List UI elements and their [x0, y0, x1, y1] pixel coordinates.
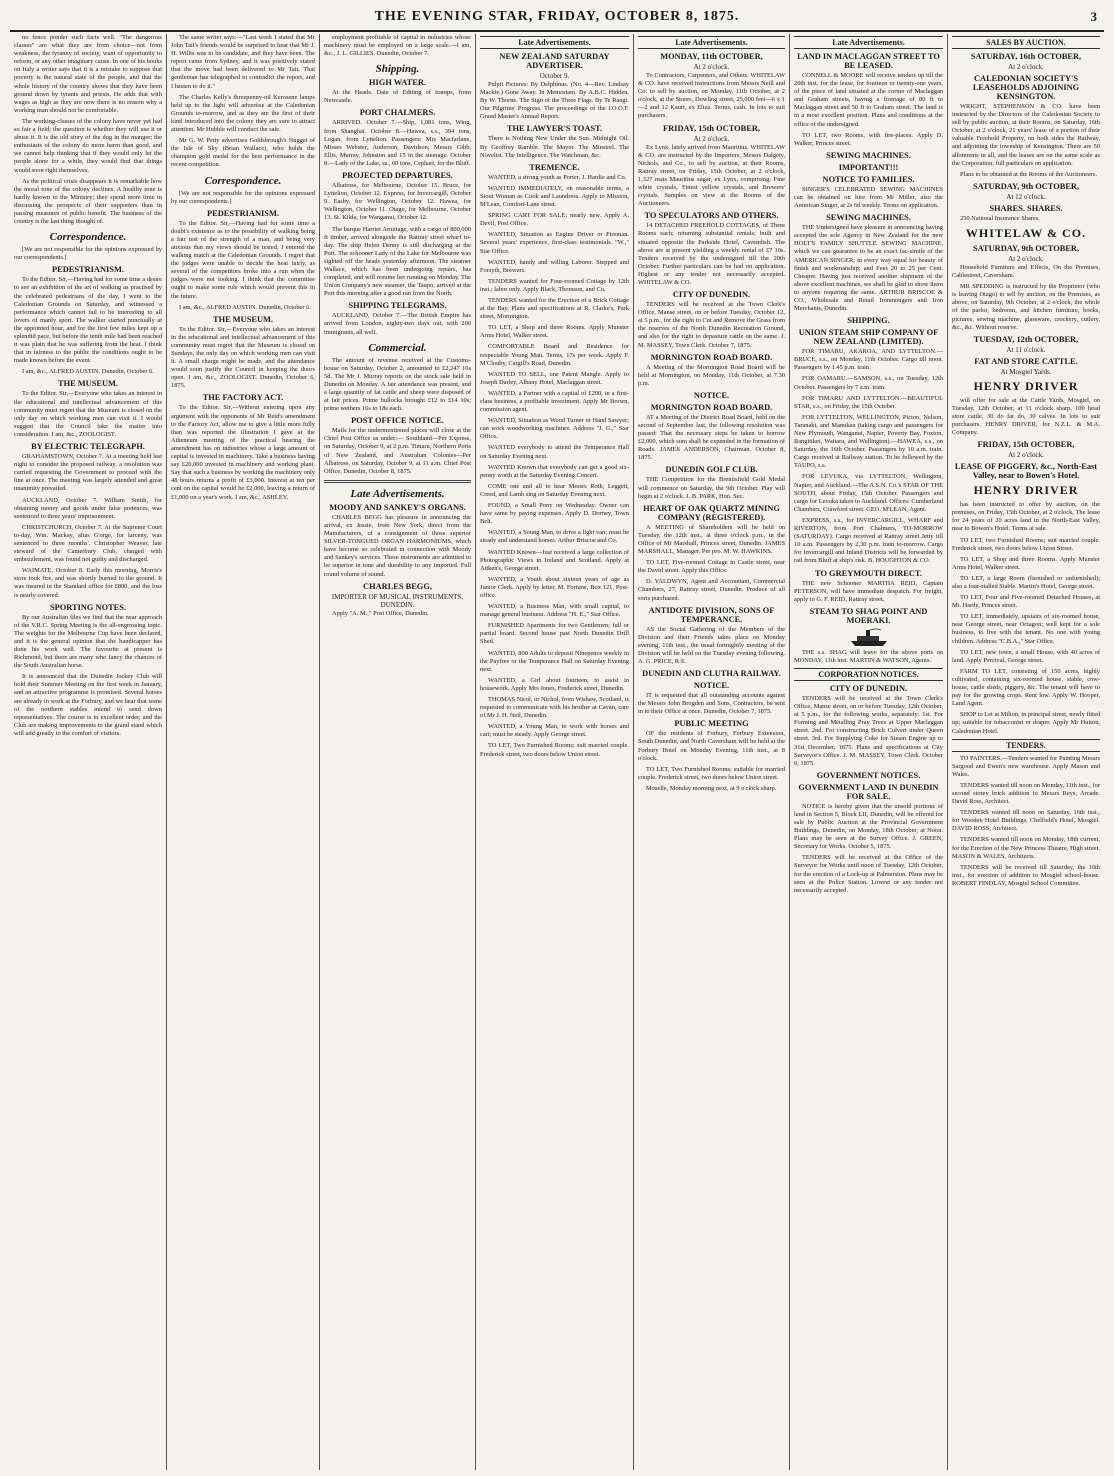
- article-paragraph: has been instructed to offer by auction, on the premises, on Friday, 15th October, at 2 o'clock, The lease for 24 years of 20 acres land in the North-East Valley, near to Bowen's Hotel. Terms at sale.: [952, 501, 1100, 533]
- item-heading: HEART OF OAK QUARTZ MINING COMPANY (REGISTERED).: [643, 503, 780, 522]
- article-paragraph: TENDERS will be received at the Town Clerk's Office, Manse street, on or before Tuesday, October 12, at 5 p.m., for the right to Cut and Remove the Grass from the reserves of the North Dunedin Recreation Ground, and also for the right to depasture cattle on the same. J. M. MASSEY, Town Clerk. October 7, 1875.: [638, 301, 785, 349]
- section-heading: Commercial.: [368, 341, 427, 354]
- section-heading: Late Advertisements.: [350, 487, 445, 500]
- article-paragraph: TENDERS wanted for Four-roomed Cottage by 12th inst.; labor only. Apply Black, Thomson, and Co.: [480, 277, 629, 293]
- article-paragraph: As the political crisis disappears it is remarkable how the moral tone of the colony declines. A healthy tone is hardly known to the Ministry; they spend more time in discussing the prospects of their supporters than in passing measures of public benefit. The business of the country is the last thing thought of.: [14, 177, 162, 226]
- article-paragraph: TENDERS wanted for the Erection of a Brick Cottage at the Bay. Plans and specifications at R. Clarke's, Park street, Mornington.: [480, 296, 629, 321]
- article-paragraph: FOR OAMARU.—SAMSON, s.s., on Tuesday, 12th October. Passengers by 7 a.m. train.: [794, 375, 943, 391]
- item-heading: SATURDAY, 16th OCTOBER,: [970, 52, 1082, 61]
- article-paragraph: TENDERS wanted till noon on Monday, 11th inst., for second storey brick addition to Messrs Reys, Arcade. David Ross, Architect.: [952, 781, 1100, 806]
- page-number: 3: [1090, 9, 1098, 24]
- article-paragraph: Ex Lynx, lately arrived from Mauritius. WHITELAW & CO. are instructed by the Importers, Messrs Dalgety, Nichols, and Co., to sell by auction, at their Rooms, Rattray street, on Friday, 15th October, at 2 o'clock, 1,327 mats Mauritius sugar, ex Lynx, comprising: Fine white crystals, Finest yellow crystals, and Brewers' crystals. Samples on view at the Rooms of the Auctioneers.: [638, 143, 785, 208]
- article-paragraph: SHOP to Let at Milton, in principal street, newly fitted up; suitable for tobacconist or draper. Apply Mr Hutton, Caledonian Hotel.: [952, 711, 1100, 735]
- article-paragraph: OF the residents of Forbury, Forbury Extension, South Dunedin, and North Caversham will be held at the Forbury Hotel on Monday Evening, 11th inst., at 8 o'clock.: [638, 730, 785, 762]
- article-paragraph: WANTED, a Youth about sixteen years of age as Junior Clerk. Apply by letter, M. Fortune, Box 121, Post-office.: [480, 575, 629, 599]
- article-paragraph: 14 DETACHED FREEHOLD COTTAGES, of Three Rooms each; returning substantial rentals; built and situated opposite the Parkside Hotel, Cavendish. The above are at present yielding a weekly rental of £7 10s. Tenders received by the undersigned till the 20th October. Further particulars can be had on application. Highest or any tender not necessarily accepted. WHITELAW & CO.: [638, 222, 785, 286]
- item-heading: GOVERNMENT NOTICES.: [816, 770, 921, 780]
- article-paragraph: To the Editor. Sir,—Having had for some time a desire to see an exhibition of the art of walking as practised by the celebrated pedestrians of the day, I went to the Caledonian Grounds on Saturday, and witnessed a performance which cannot fail to be interesting to all lovers of manly sport. The walker started punctually at the appointed hour, and for the first few miles kept up a splendid pace, but before the tenth mile had been reached it was plain that he was suffering from the heat. I think that in fairness to the public the conditions ought to be made known before the event.: [14, 276, 162, 365]
- article-paragraph: FARM TO LET, consisting of 150 acres, highly cultivated, containing six-roomed house, stable, cow-house, cattle sheds, piggery, &c. The tenant will have to pay for the growing crops. Rent low. Apply W. Hooper, Land Agent.: [952, 667, 1100, 708]
- masthead: [10, 4, 1104, 32]
- article-paragraph: TENDERS will be received at the Office of the Surveyor for Works until noon of Tuesday, 12th October, for the erection of a Lock-up at Palmerston. Plans may be seen at the Police Station. Lowest or any tender not necessarily accepted.: [794, 854, 943, 894]
- item-heading: ANTIDOTE DIVISION, SONS OF TEMPERANCE.: [648, 605, 775, 624]
- article-paragraph: employment profitable of capital in industries whose machinery must be employed on a large scale.—I am, &c., J. L. GILLIES. Dunedin, October 7.: [324, 34, 471, 58]
- article-paragraph: THE Competition for the Brentisfield Gold Medal will commence on Saturday, the 9th October. Play will begin at 2 o'clock. J. B. PARK, Hon. Sec.: [638, 476, 785, 500]
- article-paragraph: By our Australian files we find that the near approach of the V.R.C. Spring Meeting is the all-engrossing topic. The weights for the Melbourne Cup have been declared, and it is the general opinion that the handicapper has done his work well. The favourite at present is Richmond, but there are many who fancy the chances of the South Australian horse.: [14, 613, 162, 670]
- article-paragraph: COME one and all to hear Messrs Roth, Leggett, Creed, and Lamb sing on Saturday Evening next.: [480, 482, 629, 498]
- item-heading: FAT AND STORE CATTLE.: [974, 356, 1078, 366]
- article-paragraph: Mr G. W. Petty advertises Goldsbrough's Nugget of the Isle of Sky (Brian Wallace), who holds the champion gold medal for the best performance in the recent competition.: [171, 137, 315, 169]
- subheading: At Mosgiel Yards.: [1000, 367, 1052, 376]
- article-paragraph: It is announced that the Dunedin Jockey Club will hold their Summer Meeting on the first week in January, and an attractive programme is promised. Several horses are already in work at the Forbury, and we hear that some of the northern stables intend to send down representatives. The course is in excellent order, and the Club are making improvements to the grand stand which will add greatly to the comfort of visitors.: [14, 673, 162, 737]
- column-1: [10, 34, 167, 1470]
- item-heading: PORT CHALMERS.: [359, 108, 436, 118]
- subheading: At 12 o'clock.: [1006, 192, 1046, 201]
- article-paragraph: THE new Schooner MARTHA REID, Captain PETERSON, will have immediate despatch. For freight, apply to G. F. REID, Rattray street.: [794, 579, 943, 603]
- article-paragraph: TO LET, a Shop and three Rooms. Apply Munster Arms Hotel, Walker street.: [480, 324, 629, 340]
- article-paragraph: Moselle, Monday morning next, at 9 o'clock sharp.: [646, 784, 777, 792]
- column-section-header: CORPORATION NOTICES.: [794, 668, 943, 681]
- double-rule-divider: [324, 480, 471, 483]
- article-paragraph: WANTED, a Young Man, to drive a light van; must be steady and understand horses. Arthur Briscoe and Co.: [480, 529, 629, 545]
- article-paragraph: will offer for sale at the Cattle Yards, Mosgiel, on Tuesday, 12th October, at 11 o'clock sharp, 100 head store cattle, 30 do fat do, 30 calves. In lots to suit purchasers. HENRY DRIVER, for N.Z.L. & M.A. Company.: [952, 396, 1100, 437]
- article-paragraph: To the Editor. Sir,—Having had for some time a doubt's existence as to the possibility of walking being a fair test of the strength of a man, and being very anxious that my views should be tested, I entered the walking match at the Caledonian Grounds. I regret that the judges were unable to decide the heat fairly, as several of the competitors broke into a run when the judges were not looking. I think that the committee ought to make some rule which would prevent this in the future.: [171, 219, 315, 300]
- article-paragraph: TENDERS will be received at the Town Clerk's Office, Manse street, on or before Tuesday, 12th October, at 5 p.m., for the following works, separately: 1st. For Forming and Metalling Pray Trees at Upper Maclaggan street. 2nd. For constructing Brick Culvert under Queen street. 3rd. For Supplying Coke for Steam Engine up to 31st December, 1875. Plans and specifications at City Surveyor's Office. J. M. MASSEY, Town Clerk. October 6, 1875.: [794, 694, 943, 767]
- article-paragraph: TO LET, Four and Five-roomed Detached Houses, at Mt. Hardy, Princes street.: [952, 594, 1100, 610]
- item-heading: SHIPPING TELEGRAMS.: [348, 301, 447, 311]
- article-paragraph: TO LET, Two Furnished Rooms; suit married couple. Frederick street, two doors below Union street.: [480, 742, 629, 758]
- item-heading: THE LAWYER'S TOAST.: [506, 124, 603, 134]
- subheading: At 2 o'clock.: [693, 134, 730, 143]
- article-paragraph: To Contractors, Carpenters, and Others. WHITELAW & CO. have received instructions from Messrs Neill and Co. to sell by auction, on Monday, 11th October, at 2 o'clock, at the Stores, Dowling street, 25,000 feet—6 x 1—2 and 12 Kauri, ex Eliza. Terms, cash. In lots to suit purchasers.: [638, 72, 785, 120]
- column-section-header: Late Advertisements.: [794, 36, 943, 49]
- column-section-header: Late Advertisements.: [638, 36, 785, 49]
- article-paragraph: GRAHAMSTOWN, October 7. At a meeting held last night to consider the proposed railway, a resolution was carried requesting the Government to proceed with the line at once. The meeting was largely attended and great unanimity prevailed.: [14, 453, 162, 493]
- article-paragraph: TO LET, a Shop and three Rooms. Apply Munster Arms Hotel, Walker street.: [952, 555, 1100, 571]
- article-paragraph: Pulpit Pictures: By Delphinus. (No. 4—Rev. Lindsay Mackie.) Gone Away. In Memoriam. By A.B.C. Hidden. By W. Thorne. The Sign of the Three Flags. By Te Rangi. Our Pilgrims' Progress. The proceedings of the I.O.O.F. Grand Master's Annual Report.: [480, 81, 629, 121]
- article-paragraph: WANTED, Situation as Engine Driver or Fireman. Several years' experience, first-class testimonials. "W.," Star Office.: [480, 231, 629, 255]
- article-paragraph: EXPRESS, s.s., for INVERCARGILL, WHARF and RIVERTON, from Port Chalmers, TO-MORROW (SATURDAY). Cargo received at Rattray street Jetty till 10 a.m. Passengers by 2.30 p.m. train to-morrow. Cargo for Invercargill and Inland Districts will be forwarded by rail from Bluff at ship's risk. B. HOUGHTON & CO.: [794, 516, 943, 565]
- item-heading: UNION STEAM SHIP COMPANY OF NEW ZEALAND (LIMITED).: [798, 328, 939, 347]
- section-heading: Correspondence.: [204, 174, 282, 187]
- article-paragraph: I am, &c., ALFRED AUSTIN. Dunedin, October 6.: [179, 303, 311, 311]
- column-6: [790, 34, 948, 1470]
- item-heading: SHARES. SHARES.: [989, 203, 1063, 213]
- article-paragraph: WANTED, a Girl about fourteen, to assist in housework. Apply Mrs Jones, Frederick street, Dunedin.: [480, 676, 629, 692]
- article-paragraph: The working-classes of the colony have never yet had so fair a field; the question is whether they will use it or abuse it. It is the old story of the dog in the manger; the enthusiasts of the colony do more harm than good, and we cannot help thinking that if they would only let the people alone for a while, they would find that things would soon right themselves.: [14, 117, 162, 174]
- item-heading: CALEDONIAN SOCIETY'S LEASEHOLDS ADJOINING KENSINGTON.: [972, 74, 1080, 101]
- item-heading: THE FACTORY ACT.: [202, 393, 284, 403]
- advertiser-name: HENRY DRIVER: [973, 483, 1079, 498]
- item-heading: TO SPECULATORS AND OTHERS.: [644, 211, 779, 221]
- article-paragraph: AT a Meeting of the District Road Board, held on the second of September last, the following resolution was passed: That the necessary steps be taken to borrow £2,000, which sum shall be expended in the formation of Roads. JAMES ANDERSON, Chairman. October 8, 1875.: [638, 413, 785, 462]
- article-paragraph: There is Nothing New Under the Sun. Midnight Oil. By Geoffrey Ramble. The Mayor. The Minstrel. The Novelist. The Intelligence. The Watchman, &c.: [480, 135, 629, 159]
- article-paragraph: [We are not responsible for the opinions expressed by our correspondents.]: [171, 189, 315, 205]
- article-paragraph: WANTED, Situation as Wood Turner or Hand Sawyer; can work woodworking machines. Address "J. G.," Star Office.: [480, 417, 629, 441]
- item-heading: DUNEDIN GOLF CLUB.: [665, 465, 758, 475]
- article-paragraph: FOR LYTTELTON, WELLINGTON, Picton, Nelson, Taranaki, and Manukau (taking cargo and passengers for New Plymouth, Wanganui, Napier, Poverty Bay, Foxton, Rangitikei, Waitara, and Wellington).—HAWEA, s.s., on Saturday, the 16th October. Passengers by 10 a.m. train. Cargo received at Railway station. To be followed by the TAUPO, s.s.: [794, 413, 943, 470]
- item-heading: HIGH WATER.: [369, 78, 426, 88]
- column-section-header: TENDERS.: [952, 739, 1100, 752]
- article-paragraph: WANTED, 800 Adults to deposit Ninepence weekly in the Payfree or the Temperance Hall on Saturday Evening next.: [480, 649, 629, 673]
- article-paragraph: The same writer says:—"Last week I stated that Mr John Tait's friends would be surprised to hear that Mr J. H. Willis was to be candidate, and they have been. The report came from Sydney, and it was positively stated that the move had been delivered to Mr Tait. That gentleman has telegraphed to contradict the report, and I hasten to do it.": [171, 34, 315, 90]
- column-3: [320, 34, 476, 1470]
- item-heading: SEWING MACHINES.: [826, 213, 911, 223]
- item-heading: POST OFFICE NOTICE.: [351, 416, 444, 426]
- item-heading: CITY OF DUNEDIN.: [829, 683, 908, 693]
- article-paragraph: SPRING CART FOR SALE; nearly new. Apply A. Devil, Post Office.: [480, 212, 629, 228]
- advertiser-name: WHITELAW & CO.: [965, 225, 1087, 240]
- article-paragraph: To the Editor. Sir,—Without entering upon any argument with the opponents of Mr Reid's amendment to the Factory Act, allow me to give a little more fully than was reported the illustration I gave at the Atheneum meeting of the practical bearing the amendment has on industries whose a large amount of capital is invested in machinery. Take a business having say £20,000 invested in machinery and working plant. Say that such a business by working the machinery only 48 hours returns a profit of £3,000. Interest at ten per cent on the capital would be £2,000, leaving a return of £1,000 on a year's work. I am, &c., ASHLEY.: [171, 404, 315, 501]
- subheading: At 2 o'clock.: [693, 63, 730, 71]
- item-heading: SEWING MACHINES.: [826, 150, 911, 160]
- item-heading: MORNINGTON ROAD BOARD.: [650, 402, 773, 412]
- column-section-header: Late Advertisements.: [480, 36, 629, 49]
- column-2: [167, 34, 320, 1470]
- article-paragraph: WANTED, a Business Man, with small capital, to manage general business. Address "H. E.," Star Office.: [480, 603, 629, 619]
- article-paragraph: THE Undersigned have pleasure in announcing having accepted the sole Agency in New Zealand for the new HOLT'S FAMILY SHUTTLE SEWING MACHINE, which we can guarantee to be an exact fac-simile of the AMERICAN SINGER; in every way equal for beauty of finish and workmanship; and Fees 20 to 25 per Cent. Cheaper. Having just received another shipment of the above excellent machines, we shall be glad to show them to anyone requiring the same. ARTHUR BRISCOE & CO., Wholesale and Retail Ironmongers and Iron Merchants, Dunedin.: [794, 224, 943, 313]
- article-paragraph: At the Heads. Date of Editing of tramps, from Newcastle.: [324, 89, 471, 105]
- article-paragraph: To the Editor. Sir,—Everyone who takes an interest in the educational and intellectual advancement of this community must regret that the Museum is closed on the only day on which working men can visit it. I would suggest that the Council take the matter into consideration. I am, &c., ZOOLOGIST.: [14, 390, 162, 438]
- article-paragraph: WANTED IMMEDIATELY, on reasonable terms, a Stout Woman as Cook and Laundress. Apply to Mission, M'Lean, Comfort-Lane street.: [480, 184, 629, 209]
- article-paragraph: Plans to be obtained at the Rooms of the Auctioneers.: [960, 170, 1098, 178]
- item-heading: FRIDAY, 15th OCTOBER,: [977, 440, 1075, 450]
- item-heading: PEDESTRIANISM.: [207, 208, 279, 218]
- steamship-icon: [849, 627, 889, 647]
- item-heading: CHARLES BEGG,: [363, 581, 432, 591]
- item-heading: PUBLIC MEETING: [674, 719, 749, 729]
- column-section-header: SALES BY AUCTION.: [952, 36, 1100, 49]
- item-heading: GOVERNMENT LAND IN DUNEDIN FOR SALE.: [798, 782, 939, 801]
- article-paragraph: SINGER'S CELEBRATED SEWING MACHINES can be obtained on hire from Mr Miller, also the American Singer, at 2s 6d weekly. Terms on application.: [794, 185, 943, 210]
- item-heading: NOTICE TO FAMILIES.: [822, 174, 915, 184]
- item-heading: LEASE OF PIGGERY, &c., North-East Valley, near to Bowen's Hotel.: [954, 462, 1098, 481]
- article-paragraph: [We are not responsible for the opinions expressed by our correspondents.]: [14, 246, 162, 262]
- subheading: IMPORTER OF MUSICAL INSTRUMENTS, DUNEDIN.: [331, 592, 464, 609]
- item-heading: PROJECTED DEPARTURES.: [342, 171, 453, 181]
- article-paragraph: WANTED Known—Just received a large collection of Photographic Views in Ireland and Scotland. Apply at Aitken's, George street.: [480, 548, 629, 572]
- article-paragraph: TO LET, two Rooms, with fire-places. Apply D. Walker, Princes street.: [794, 131, 943, 147]
- article-paragraph: TENDERS wanted till noon on Monday, 18th current, for the Erection of the New Princess Theatre, High street. MASON & WALES, Architects.: [952, 836, 1100, 860]
- article-paragraph: A MEETING of Shareholders will be held on Tuesday, the 12th inst., at three o'clock p.m., in the Office of Mr Marshall, Princes street, Dunedin. JAMES MARSHALL, Manager. Per pro. M. W. HAWKINS.: [638, 523, 785, 556]
- section-heading: Shipping.: [375, 63, 420, 76]
- item-heading: SHIPPING.: [847, 316, 890, 326]
- subheading: October 9.: [539, 72, 570, 80]
- article-paragraph: WANTED, a Young Man, to work with horses and cart; must be steady. Apply George street.: [480, 723, 629, 739]
- article-paragraph: WANTED, a strong youth as Porter. J. Hardie and Co.: [488, 173, 627, 181]
- item-heading: TREMENCE.: [529, 162, 580, 172]
- article-paragraph: THE s.s. SHAG will leave for the above ports on MONDAY, 11th inst. MARTIN & WATSON, Agents.: [794, 648, 943, 664]
- article-paragraph: WAIMATE, October 8. Early this morning, Morris's store took fire, and was shortly burned to the ground. It was insured in the Standard office for £800, and the loss is nearly covered.: [14, 567, 162, 599]
- item-heading: SPORTING NOTES.: [49, 602, 127, 612]
- article-paragraph: Albatross, for Melbourne, October 15. Bruce, for Lyttelton, October 12. Express, for Invercargill, October 9. Easby, for Wellington, October 12. Hawea, for Wellington, October 11. Otago, for Melbourne, October 13. St. Kilda, for Wanganui, October 12.: [324, 182, 471, 222]
- article-paragraph: MR SPEDDING is instructed by the Proprietor (who is leaving Otago) to sell by auction, on the Premises, as above, on Saturday, 9th October, at 2 o'clock, the whole of the parlor, bedroom, and kitchen furniture, books, pictures, sewing machine, glassware, crockery, cutlery, &c., &c. Without reserve.: [952, 283, 1100, 331]
- article-paragraph: WRIGHT, STEPHENSON & CO. have been instructed by the Directors of the Caledonian Society to sell by public auction, at their Rooms, on Saturday, 16th October, at 2 o'clock, 21 years' lease of a portion of their valuable Freehold Property, on both sides the Railway, and adjoining the township of Kensington. There are 50 allotments in all, and the leases are on the same scale as the Corporation; full particulars on application.: [952, 103, 1100, 167]
- article-paragraph: AS the Social Gathering of the Members of the Division and their Friends takes place on Monday evening, 11th inst., the usual fortnightly meeting of the Division will be held on the Tuesday evening following. A. G. PRICE, R.S.: [638, 625, 785, 665]
- article-paragraph: TO LET, two Furnished Rooms; suit married couple. Frederick street, two doors below Union Street.: [952, 536, 1100, 552]
- column-5: [634, 34, 790, 1470]
- item-heading: SATURDAY, 9th OCTOBER,: [972, 243, 1080, 253]
- item-heading: BY ELECTRIC TELEGRAPH.: [31, 442, 145, 452]
- article-paragraph: To the Editor. Sir,—Everyone who takes an interest in the educational and intellectual advancement of this community must regret that the Museum is closed on Sundays, the only day on which working men can visit it. A small charge might be made, and the attendance would soon justify the Council in keeping the doors open. I am, &c., ZOOLOGIST. Dunedin, October 6, 1875.: [171, 325, 315, 390]
- article-paragraph: FOR TIMARU AND LYTTELTON.—BEAUTIFUL STAR, s.s., on Friday, the 15th October.: [794, 394, 943, 410]
- article-paragraph: WANTED, handy and willing Laborer. Stepped and Forsyth, Brewers.: [480, 258, 629, 274]
- article-paragraph: FURNISHED Apartments for two Gentlemen; full or partial board. Second house past North Dunedin Drill Shed.: [480, 622, 629, 646]
- article-paragraph: WANTED Known that everybody can get a good six-penny worth at the Saturday Evening Concert.: [480, 463, 629, 479]
- article-paragraph: CONNELL & MOORE will receive tenders up till the 20th inst. for the lease, for fourteen or twenty-one years, of the piece of land situated at the corner of Maclaggan and Graham streets, having a frontage of 80 ft to Maclaggan street and 50 ft to Graham street. The land is in a most excellent position. Plans and conditions at the office of the undersigned.: [794, 72, 943, 128]
- columns: [10, 34, 1104, 1470]
- item-heading: TO GREYMOUTH DIRECT.: [815, 568, 922, 578]
- item-heading: NOTICE.: [693, 390, 730, 400]
- article-paragraph: Apply "A. M.," Post Office, Dunedin.: [332, 609, 429, 617]
- item-heading: MONDAY, 11th OCTOBER,: [660, 52, 763, 61]
- article-paragraph: FOR TIMARU, AKAROA, AND LYTTELTON.—BRUCE, s.s., on Monday, 11th October. Cargo till noon. Passengers by 1.45 p.m. train.: [794, 348, 943, 372]
- masthead-title: THE EVENING STAR, FRIDAY, OCTOBER 8, 1875.: [374, 9, 740, 24]
- item-heading: TUESDAY, 12th OCTOBER,: [973, 334, 1079, 344]
- article-paragraph: The amount of revenue received at the Customs-house on Saturday, October 2, amounted to £2,247 16s 5d. The Mr J. Murray reports on the stock sale held in Dunedin on Monday. A fair attendance was present, and a large quantity of fat cattle and sheep were disposed of at fair prices. Prime bullocks brought £12 to £14 10s; prime wethers 16s to 18s each.: [324, 356, 471, 413]
- article-paragraph: FOUND, a Small Pony on Wednesday. Owner can have same by paying expenses. Apply D. Dorney, Town Belt.: [480, 502, 629, 526]
- article-paragraph: TO LET, immediately, upstairs of six-roomed house, near George street, near Octagon; well kept for a sole business, to live with the tenant. No one with young children. Address "C.B.A.," Star Office.: [952, 613, 1100, 645]
- article-paragraph: The Charles Kelly's threepenny-oil Kerosene lamps held up to the light will advertise at the Caledonian Grounds to-morrow, and as they are the first of their kind introduced into the colony they are sure to attract attention. Mr Hubble will conduct the sale.: [171, 93, 315, 134]
- article-paragraph: no fence ponder such facts well. "The dangerous classes" are what they are from choice—not from weakness, the tyranny of society, want of opportunity to reform, or any other imaginary cause. In one of his books on Italy a writer says that it is a mistake to suppose that poverty is the natural state of the people, and that the whole history of the country shows that they have been ground down by tyrants and priests. He adds that with wages as high as they are now there is no reason why a working man should not be comfortable.: [14, 34, 162, 114]
- article-paragraph: A Meeting of the Mornington Road Board will be held at Mornington, on Monday, 11th October, at 7.30 p.m.: [638, 363, 785, 387]
- item-heading: FRIDAY, 15th OCTOBER,: [663, 123, 760, 133]
- article-paragraph: NOTICE is hereby given that the unsold portions of land in Section 5, Block LII, Dunedin, will be offered for sale by Public Auction at the Provincial Government Buildings, Dunedin, on Monday, 18th October, at Noon. Plans may be seen at the Survey Office. J. GREEN, Secretary for Works. October 5, 1875.: [794, 802, 943, 851]
- item-heading: IMPORTANT!!!: [838, 162, 899, 172]
- article-paragraph: I am, &c., ALFRED AUSTIN. Dunedin, October 6.: [22, 368, 154, 376]
- advertiser-name: HENRY DRIVER: [973, 378, 1079, 393]
- item-heading: STEAM TO SHAG POINT AND MOERAKI.: [809, 606, 928, 625]
- item-heading: PEDESTRIANISM.: [52, 265, 124, 275]
- column-7: [948, 34, 1104, 1470]
- subheading: At 2 o'clock.: [1008, 451, 1044, 460]
- article-paragraph: TENDERS wanted till noon on Saturday, 16th inst., for Wooden Hotel Buildings, Chelfield's Hotel, Mosgiel. DAVID ROSS, Architect.: [952, 809, 1100, 833]
- article-paragraph: IT is requested that all outstanding accounts against the Messrs John Brogden and Sons, Contractors, be sent in to their Office at once. Dunedin, October 7, 1875.: [638, 692, 785, 716]
- column-4: [476, 34, 634, 1470]
- article-paragraph: AUCKLAND, October 7.—The British Empire has arrived from London, eighty-two days out, with 200 immigrants, all well.: [324, 312, 471, 336]
- subheading: At 11 o'clock.: [1006, 345, 1046, 354]
- section-heading: Correspondence.: [49, 231, 127, 244]
- article-paragraph: COMFORTABLE Board and Residence for respectable Young Man. Terms, 17s per week. Apply F. M'Clouby, Cargill's Road, Dunedin.: [480, 343, 629, 367]
- subheading: At 2 o'clock.: [1008, 254, 1044, 263]
- article-paragraph: ARRIVED. October 7.—Ship, 1,081 tons, Wing, from Shanghai. October 8.—Hawea, s.s., 394 tons, Logan, from Lyttelton. Passengers: Mrs Macfarlane, Misses Webster, Anderson, Davidson; Messrs Gibb, Ellis, Murray, Johnston and 15 in the steerage. October 8.—Lady of the Lake, ss., 60 tons, Cephart, for the Bluff.: [324, 119, 471, 167]
- item-heading: THE MUSEUM.: [212, 314, 274, 324]
- article-paragraph: Household Furniture and Effects, On the Premises, Cablestreet, Caversham.: [952, 263, 1100, 280]
- article-paragraph: FOR LEVUKA, via LYTTELTON, Wellington, Napier, and Auckland.—The A.S.N. Co.'s STAR OF THE SOUTH, about Friday, 15th October. Passengers and cargo for Levuka taken to Auckland. Offices: Cumberland Chambers, Crawford street. GEO. M'LEAN, Agent.: [794, 473, 943, 513]
- article-paragraph: TO LET, a large Room (furnished or unfurnished); also a four-stalled Stable. Martin's Hotel, George street.: [952, 574, 1100, 590]
- article-paragraph: TENDERS will be received till Saturday, the 16th inst., for erection of addition to Mosgiel school-house. ROBERT FINDLAY, Mosgiel School Committee.: [952, 863, 1100, 887]
- item-heading: CITY OF DUNEDIN.: [672, 290, 751, 300]
- article-paragraph: THOMAS Nicol, or Nichol, from Wishaw, Scotland, is requested to communicate with his brother at Cavan, care of Mr J. H. Neil, Dunedin.: [480, 696, 629, 720]
- article-paragraph: Mails for the undermentioned places will close at the Chief Post Office as under:— Southland—Per Express, on Saturday, October 9, at 2 p.m. Timaru, Northern Ports of New Zealand, and Australian Colonies—Per Albatross, on Saturday, October 9, at 11 a.m. Chief Post Office, Dunedin, October 8, 1875.: [324, 427, 471, 475]
- item-heading: LAND IN MACLAGGAN STREET TO BE LEASED.: [797, 52, 940, 70]
- item-heading: SATURDAY, 9th OCTOBER,: [972, 181, 1080, 191]
- article-paragraph: AUCKLAND, October 7. William Smith, for obtaining money and goods under false pretences, was sentenced to three years' imprisonment.: [14, 496, 162, 520]
- item-heading: MOODY AND SANKEY'S ORGANS.: [329, 502, 466, 512]
- article-paragraph: WANTED TO SELL, one Patent Mangle. Apply to Joseph Darley, Albany Hotel, Maclaggan street.: [480, 370, 629, 386]
- item-heading: NEW ZEALAND SATURDAY ADVERTISER.: [499, 52, 610, 70]
- article-paragraph: WANTED everybody to attend the Temperance Hall on Saturday Evening next.: [480, 444, 629, 460]
- article-paragraph: 250 National Insurance Shares.: [960, 214, 1040, 222]
- article-paragraph: TO LET, Two Furnished Rooms; suitable for married couple. Frederick street, two doors below Union street.: [638, 765, 785, 781]
- article-paragraph: TO LET, new town, a small House, with 40 acres of land. Apply Percival, George street.: [952, 648, 1100, 664]
- article-paragraph: CHARLES BEGG has pleasure in announcing the arrival, ex Jessie, from New York, direct from the Manufacturers, of a consignment of those superior SILVER-TONGUED ORGAN HARMONIUMS, which have become so celebrated in connection with Moody and Sankey's services. These instruments are admitted to be superior in tone and durability to any imported. Full round volume of sound.: [324, 513, 471, 578]
- item-heading: NOTICE.: [693, 681, 730, 691]
- article-paragraph: TO PAINTERS.—Tenders wanted for Painting Messrs Sargood and Ewen's new warehouse. Apply Mason and Wales.: [952, 754, 1100, 778]
- article-paragraph: The barque Harriet Armitage, with a cargo of 800,000 ft timber, arrived alongside the Rattray street wharf to-day. The ship Helen Denny is still discharging at the Port. The schooner Lady of the Lake for Melbourne was sighted off the heads yesterday afternoon. The steamer Wallace, which has been undergoing repairs, has completed, and will resume her running on Monday. The Union Company's new steamer, the Taupo, arrived at the Port this morning after a good run from the North.: [324, 225, 471, 298]
- article-paragraph: CHRISTCHURCH, October 7. At the Supreme Court to-day, Wm. Mackay, alias G'orge, for larceny, was sentenced to three months'. Christopher Weaver, late steward of the Canterbury Club, charged with embezzlement, was found not guilty and discharged.: [14, 523, 162, 564]
- article-paragraph: TO LET, Five-roomed Cottage in Castle street, near the David street. Apply this Office.: [638, 559, 785, 575]
- article-paragraph: D. YALDWYN, Agent and Accountant, Commercial Chambers, 27, Rattray street, Dunedin. Produce of all sorts purchased.: [638, 578, 785, 602]
- item-heading: MORNINGTON ROAD BOARD.: [650, 352, 773, 362]
- article-paragraph: WANTED, a Partner with a capital of £200, in a first-class business, a profitable investment. Apply Mr Brown, commission agent.: [480, 389, 629, 414]
- item-heading: DUNEDIN AND CLUTHA RAILWAY.: [642, 669, 781, 679]
- item-heading: THE MUSEUM.: [57, 379, 119, 389]
- subheading: At 2 o'clock.: [1008, 63, 1044, 71]
